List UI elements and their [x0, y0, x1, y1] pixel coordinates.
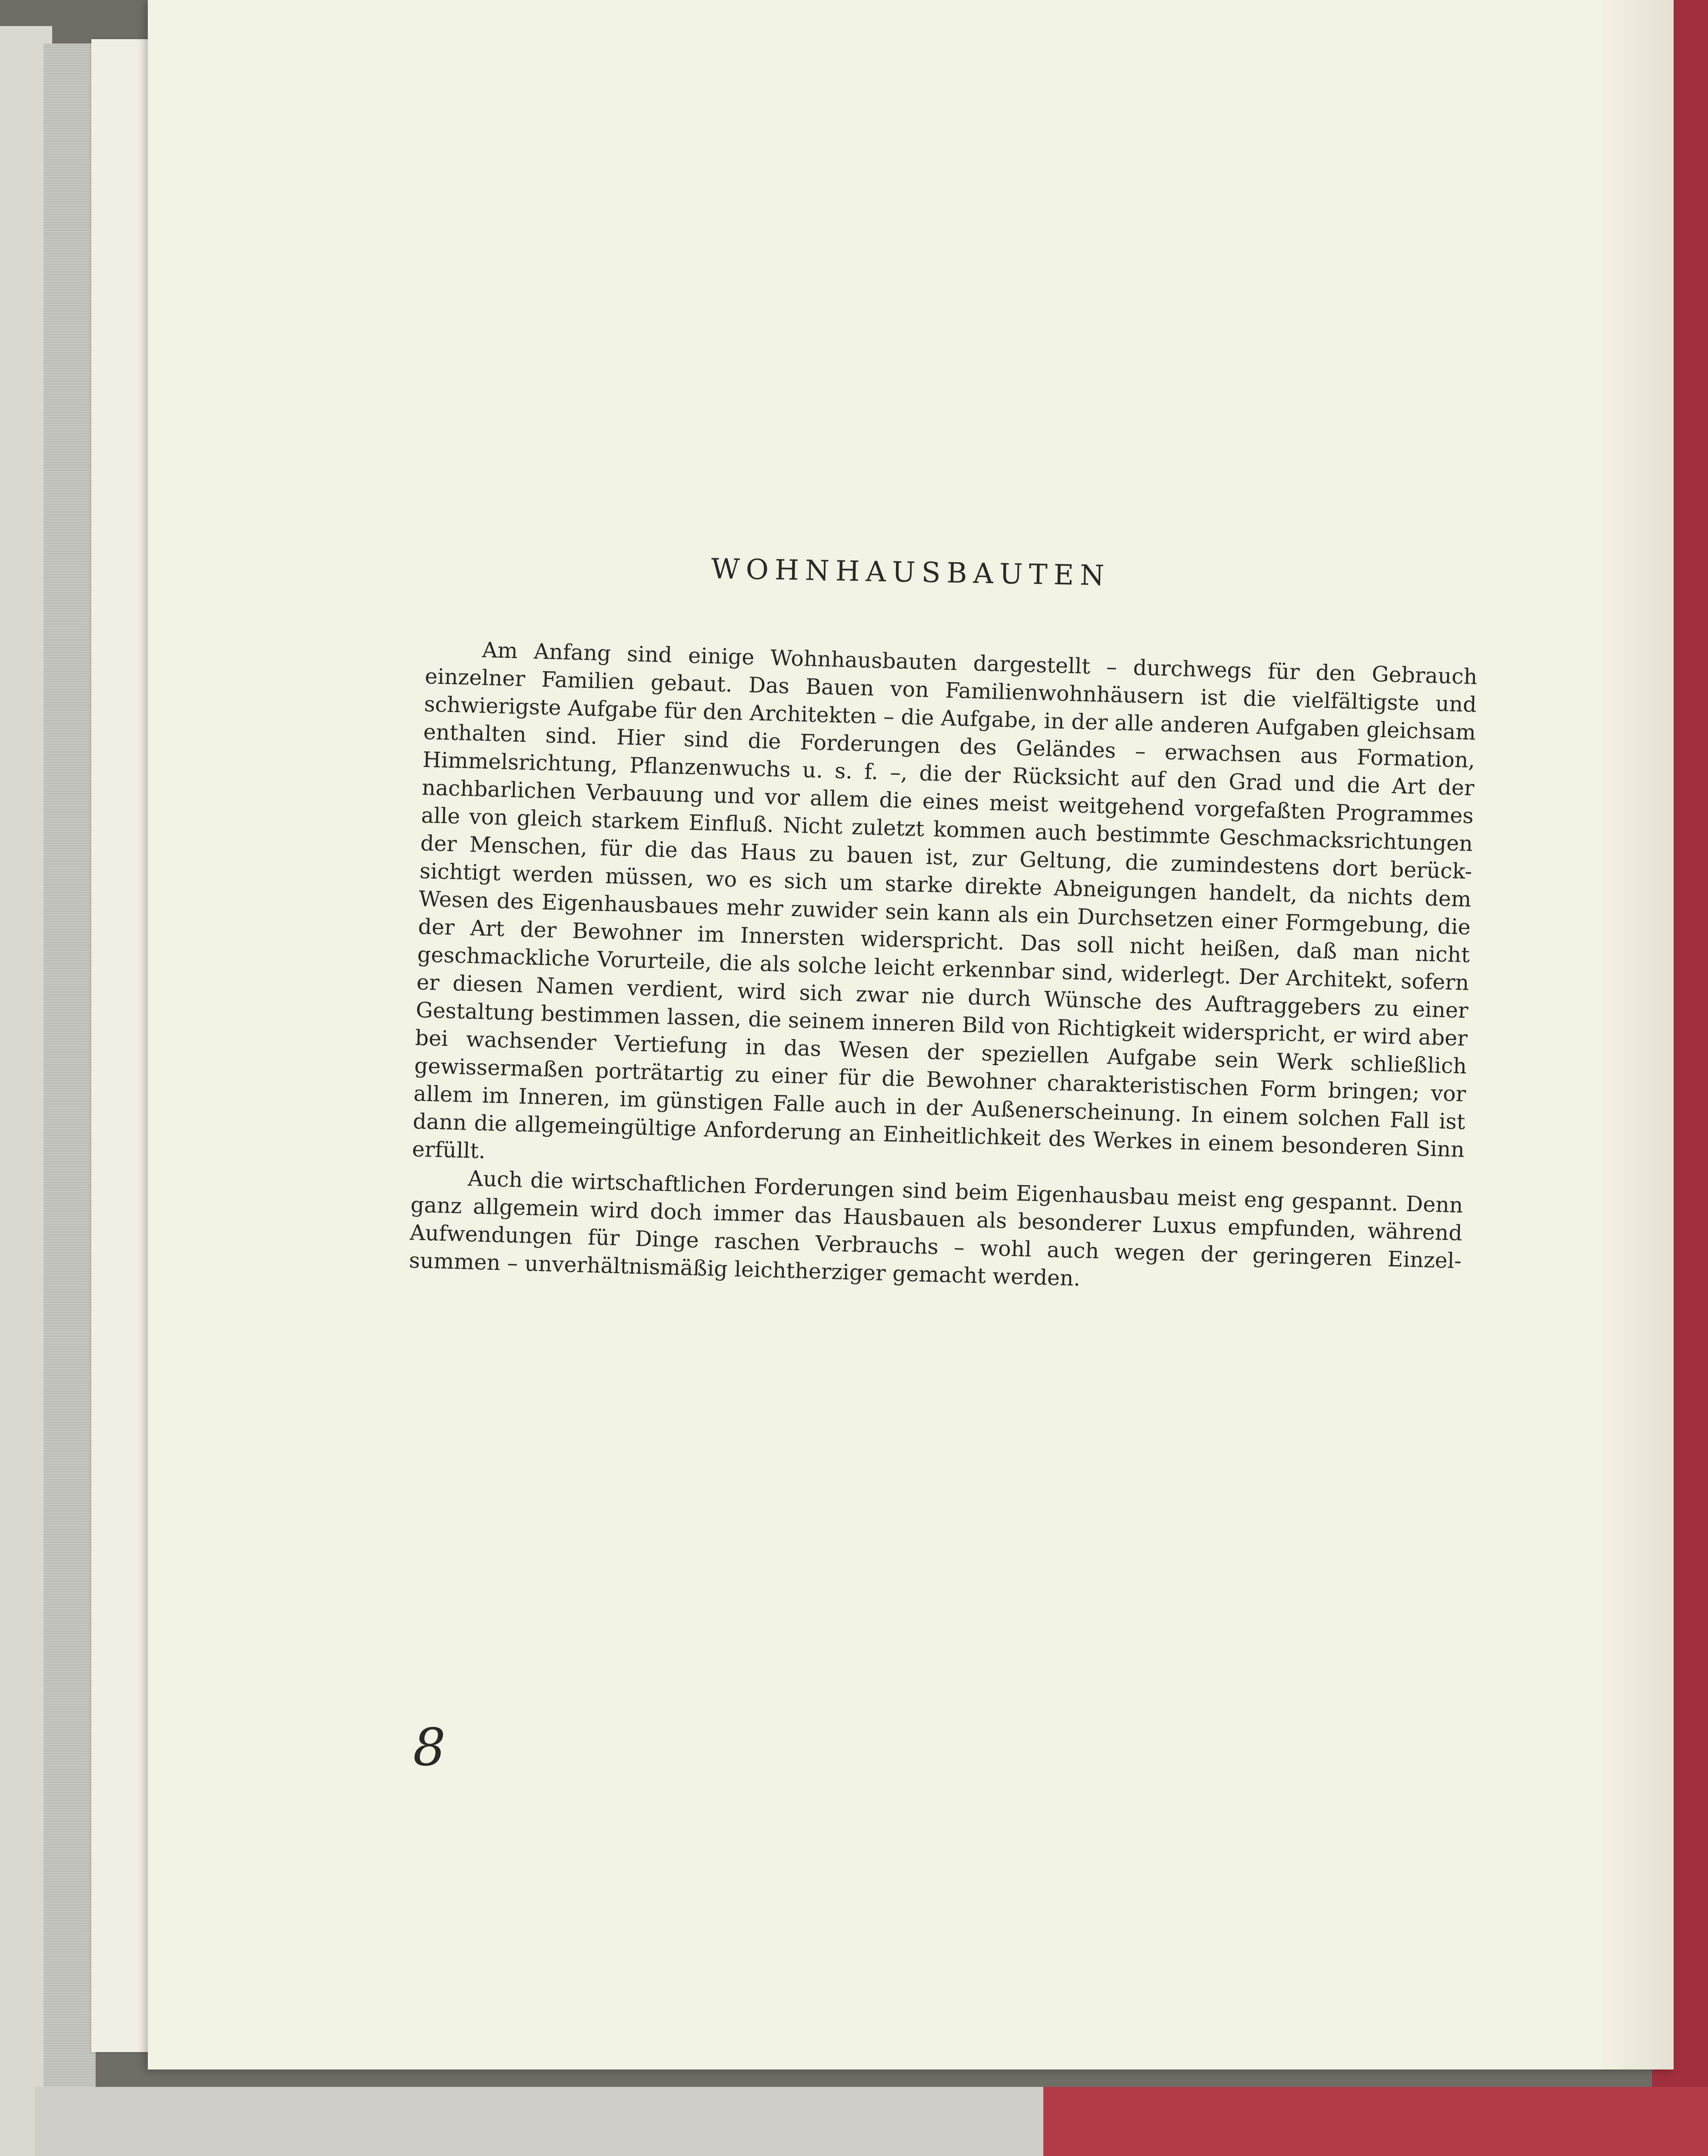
- paragraph-2: Auch die wirtschaftlichen Forderungen sind beim Eigenhausbau meist eng gespannt. Denn ganz allgemein wird doch immer das Hausbauen als besonderer Luxus empfunden, während Aufwendungen für Dinge raschen Verbrauchs – wohl auch wegen der geringeren Einzel- summen – unverhältnismäßig leichtherziger gemacht werden.: [409, 1166, 1464, 1291]
- book-page: [148, 0, 1674, 2069]
- paragraph-1: Am Anfang sind einige Wohnhausbauten dargestellt – durchwegs für den Gebrauch einzelner Familien gebaut. Das Bauen von Familienwohnhäusern ist die vielfältigste und schwierigste Aufgabe für den Architekten – die Aufgabe, in der alle anderen Aufgaben gleichsam enthalten sind. Hier sind die Forderungen des Geländes – erwachsen aus Formation, Himmelsrichtung, Pflanzenwuchs u. s. f. –, die der Rücksicht auf den Grad und die Art der nachbarlichen Verbauung und vor allem die eines meist weitgehend vorgefaßten Programmes alle von gleich starkem Einfluß. Nicht zuletzt kommen auch bestimmte Geschmacksrichtungen der Menschen, für die das Haus zu bauen ist, zur Geltung, die zumindestens dort berück- sichtigt werden müssen, wo es sich um starke direkte Abneigungen handelt, da nichts dem Wesen des Eigenhausbaues mehr zuwider sein kann als ein Durchsetzen einer Formgebung, die der Art der Bewohner im Innersten widerspricht. Das soll nicht heißen, daß man nicht geschmackliche Vorurteile, die als solche leicht erkennbar sind, widerlegt. Der Architekt, sofern er diesen Namen verdient, wird sich zwar nie durch Wünsche des Auftraggebers zu einer Gestaltung bestimmen lassen, die seinem inneren Bild von Richtigkeit widerspricht, er wird aber bei wachsender Vertiefung in das Wesen der speziellen Aufgabe sein Werk schließlich gewissermaßen porträtartig zu einer für die Bewohner charakteristischen Form bringen; vor allem im Inneren, im günstigen Falle auch in der Außenerscheinung. In einem solchen Fall ist dann die allgemeingültige Anforderung an Einheitlichkeit des Werkes in einem besonderen Sinn erfüllt.: [412, 637, 1478, 1164]
- book-spine: [43, 43, 96, 2087]
- page-number: 8: [413, 1717, 446, 1777]
- page-title: WOHNHAUSBAUTEN: [711, 553, 1111, 593]
- book-cover-bottom-red: [1043, 2087, 1708, 2156]
- page-gutter-shadow: [1604, 0, 1674, 2069]
- body-text: [409, 635, 1478, 1303]
- book-cover-bottom-grey: [35, 2087, 1048, 2156]
